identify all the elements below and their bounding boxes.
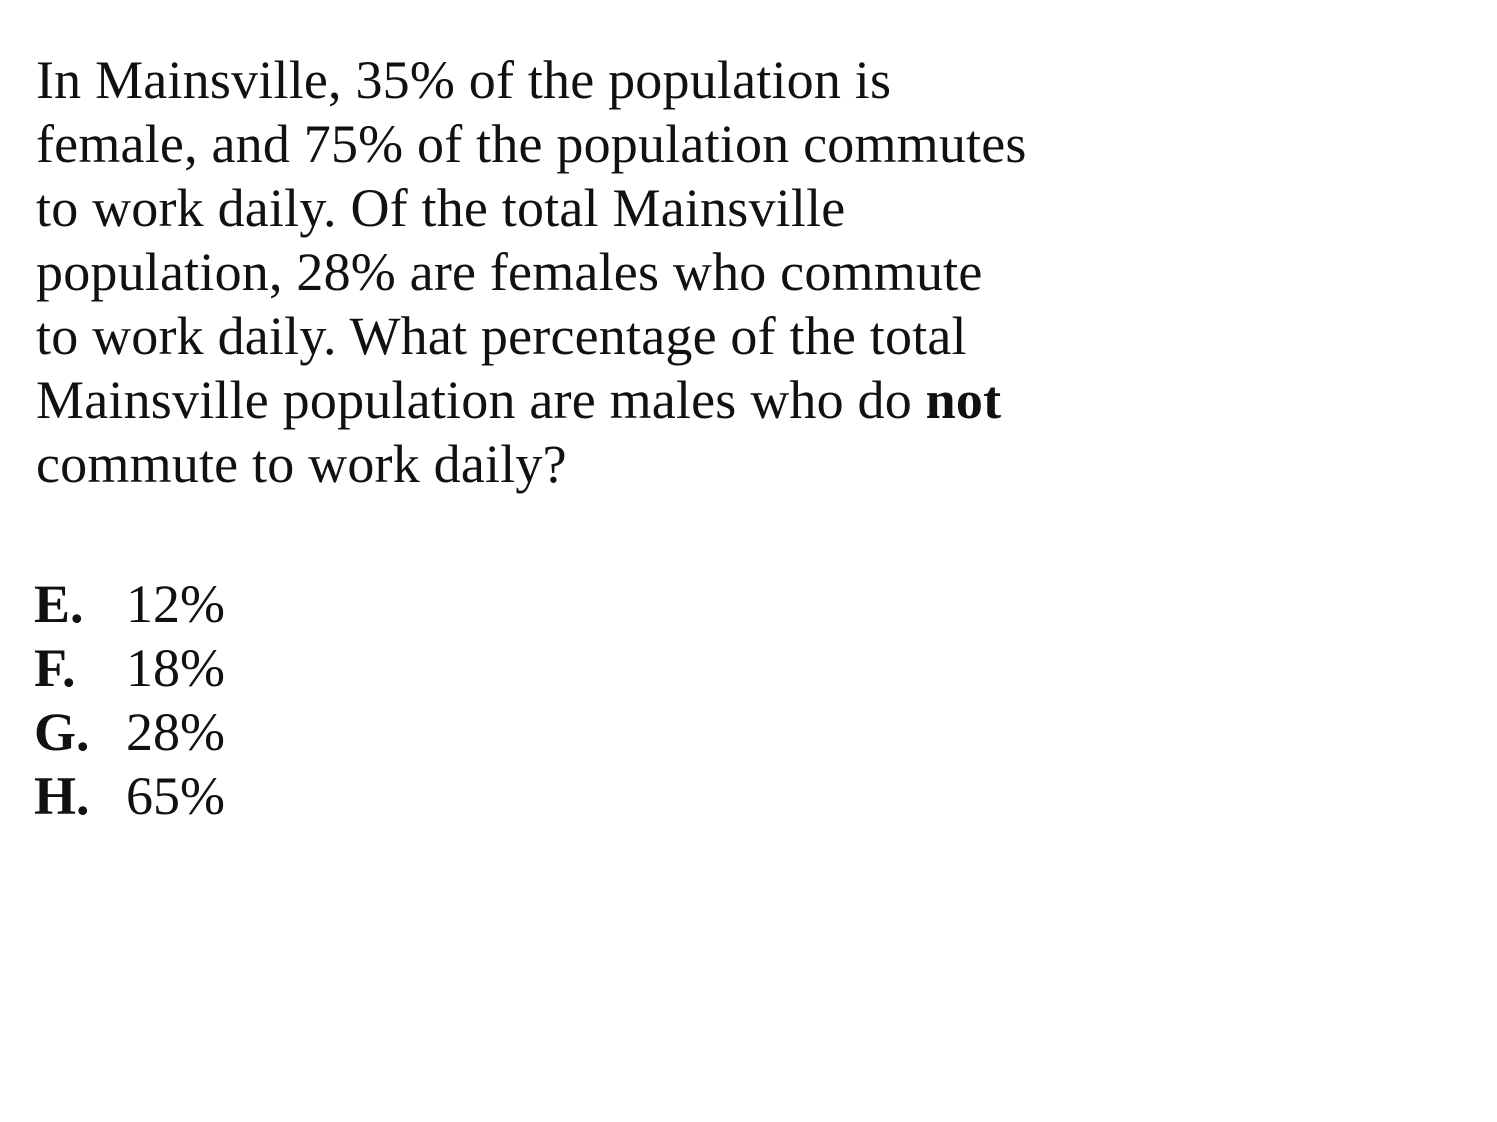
choice-letter: G. — [34, 702, 90, 762]
question-line-5: to work daily. What percentage of the total — [36, 306, 967, 366]
choice-letter: E. — [34, 574, 84, 634]
answer-choices — [34, 572, 225, 828]
choice-value: 18% — [126, 638, 225, 698]
question-line-6 — [36, 368, 1216, 432]
choice-letter: H. — [34, 766, 90, 826]
choice-value: 12% — [126, 574, 225, 634]
question-line-7: commute to work daily? — [36, 434, 567, 494]
choice-h[interactable] — [34, 764, 225, 828]
choice-value: 28% — [126, 702, 225, 762]
choice-letter: F. — [34, 638, 76, 698]
emphasis-not: not — [925, 370, 1002, 430]
question-text — [36, 48, 1216, 496]
question-line-2: female, and 75% of the population commutes — [36, 114, 1027, 174]
choice-f[interactable] — [34, 636, 225, 700]
choice-e[interactable] — [34, 572, 225, 636]
choice-g[interactable] — [34, 700, 225, 764]
question-line-6-text: Mainsville population are males who do — [36, 370, 912, 430]
question-line-3: to work daily. Of the total Mainsville — [36, 178, 846, 238]
question-line-1: In Mainsville, 35% of the population is — [36, 50, 892, 110]
choice-value: 65% — [126, 766, 225, 826]
question-line-4: population, 28% are females who commute — [36, 242, 983, 302]
